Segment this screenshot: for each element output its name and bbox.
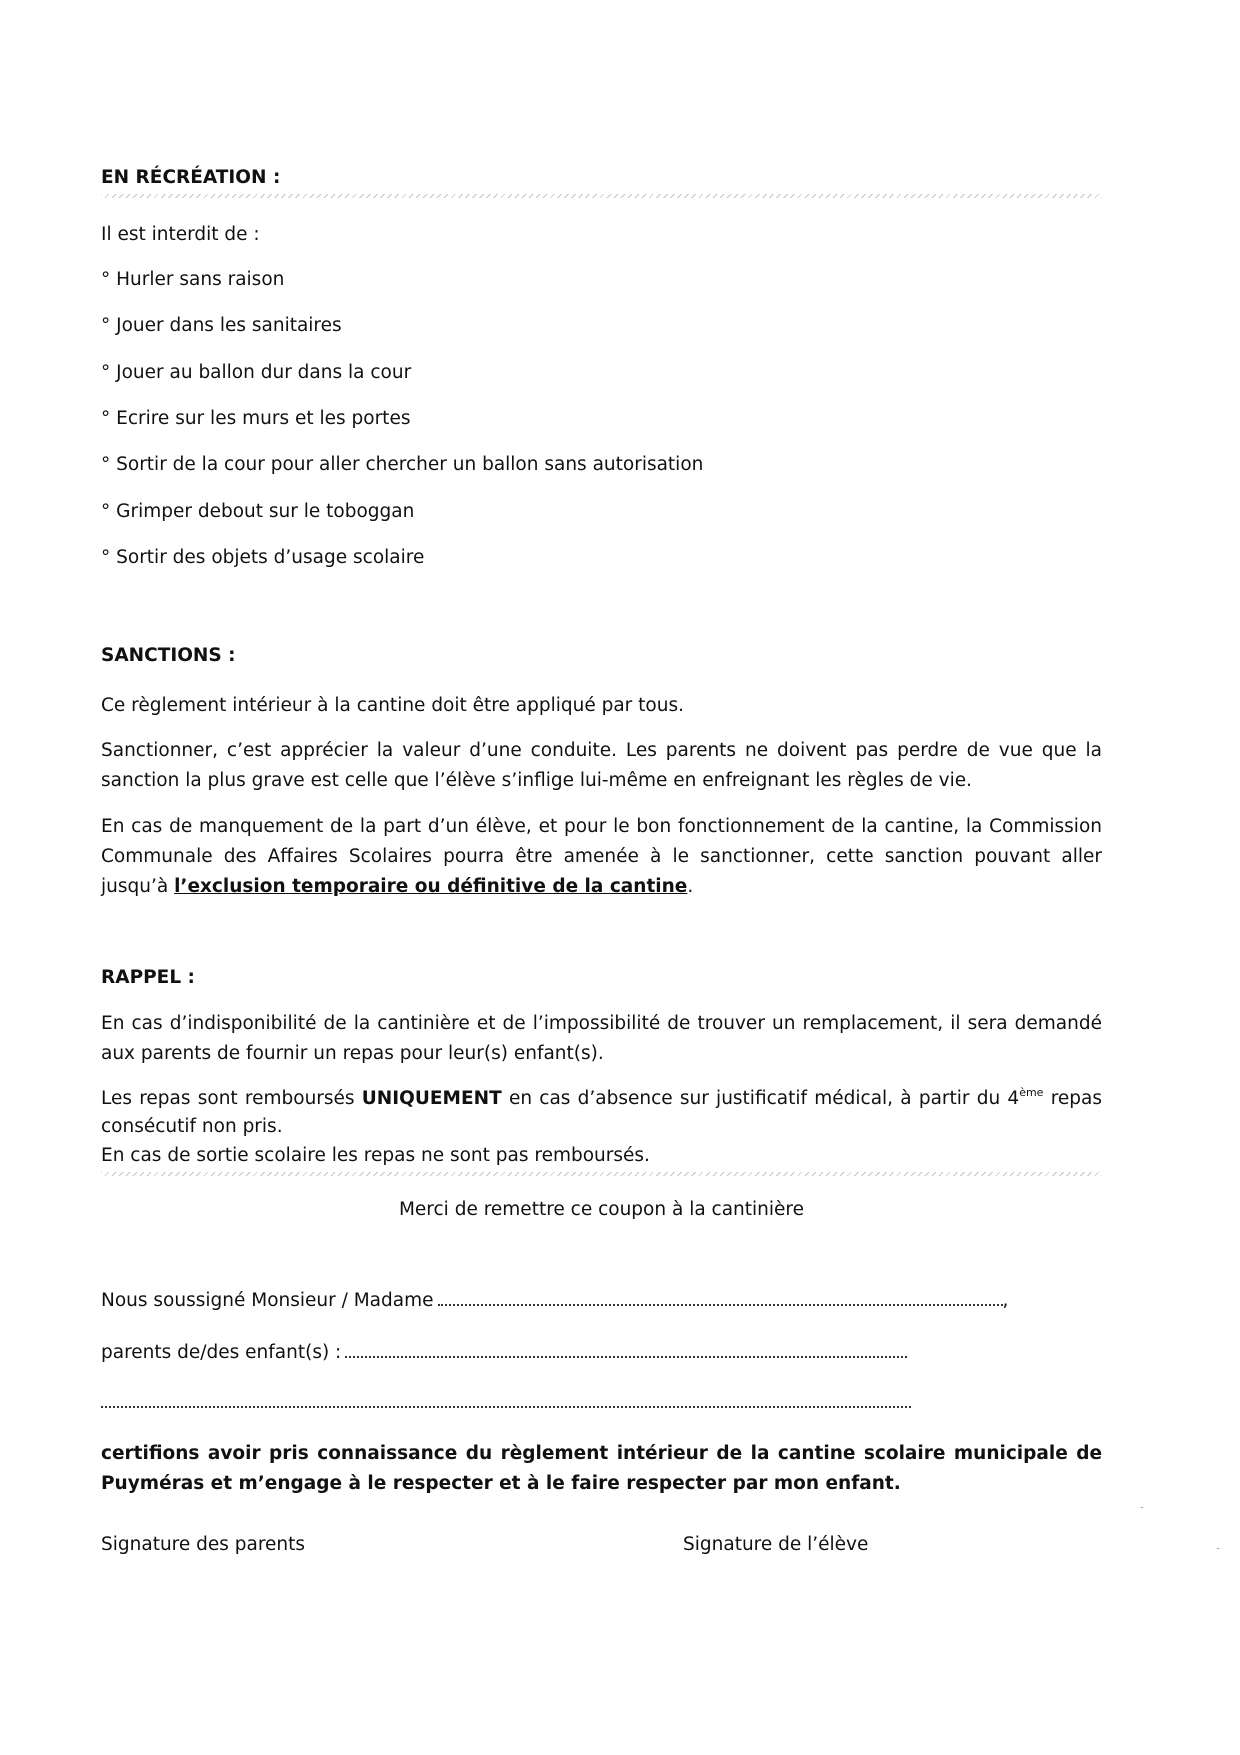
scan-speck [1141,1507,1143,1508]
rule-item: ° Hurler sans raison [101,269,285,290]
rappel-paragraph-2-start: Les repas sont remboursés [101,1088,362,1109]
rule-item: ° Sortir des objets d’usage scolaire [101,547,425,568]
certification-text: certifions avoir pris connaissance du règlement intérieur de la cantine scolaire municipale de Puyméras et m’engage à le respecter et à le faire respecter par mon enfant. [101,1443,1102,1494]
sanctions-paragraph-3-start: En cas de manquement de la part d’un élève, et pour le bon fonctionnement de la cantine, la Commission Communale des Affaires Scolaires pourra être amenée à le sanctionner, cette sanction pouvant aller jusqu’à [101,816,1102,897]
rule-item: ° Ecrire sur les murs et les portes [101,408,411,429]
sanctions-paragraph-3-end: . [687,876,694,897]
rule-item: ° Jouer au ballon dur dans la cour [101,362,412,383]
uniquement-emphasis: UNIQUEMENT [361,1088,502,1109]
parent-name-label: Nous soussigné Monsieur / Madame [101,1290,434,1311]
children-field[interactable] [345,1338,907,1358]
children-label: parents de/des enfant(s) : [101,1342,342,1363]
rappel-paragraph-2-mid: en cas d’absence sur justificatif médical, à partir du 4 [501,1088,1020,1109]
rappel-paragraph-2 [101,1085,1102,1141]
children-extra-field[interactable] [101,1404,911,1408]
sanctions-heading: SANCTIONS : [101,645,236,666]
separator-top [101,194,1102,198]
rappel-paragraph-2-end: repas consécutif non pris. [101,1088,1102,1137]
rappel-paragraph-1: En cas d’indisponibilité de la cantinière et de l’impossibilité de trouver un remplacement, il sera demandé aux parents de fournir un repas pour leur(s) enfant(s). [101,1013,1102,1064]
exclusion-emphasis: l’exclusion temporaire ou définitive de la cantine [174,876,688,897]
coupon-notice: Merci de remettre ce coupon à la cantinière [398,1199,805,1220]
signature-eleve-label: Signature de l’élève [683,1534,869,1555]
recreation-intro: Il est interdit de : [101,224,260,245]
signature-parents-label: Signature des parents [101,1534,306,1555]
parent-name-line [101,1286,1008,1314]
rule-item: ° Sortir de la cour pour aller chercher un ballon sans autorisation [101,454,704,475]
children-line [101,1338,907,1366]
sanctions-paragraph-3 [101,812,1102,902]
rappel-paragraph-3: En cas de sortie scolaire les repas ne sont pas remboursés. [101,1145,650,1166]
rappel-heading: RAPPEL : [101,967,195,988]
parent-name-field[interactable] [438,1286,1003,1306]
separator-cut [101,1172,1102,1176]
rule-item: ° Jouer dans les sanitaires [101,315,342,336]
recreation-heading: EN RÉCRÉATION : [101,167,281,188]
rule-item: ° Grimper debout sur le toboggan [101,501,415,522]
parent-name-comma: , [1002,1290,1009,1311]
superscript-eme: ème [1019,1086,1044,1099]
sanctions-paragraph-1: Ce règlement intérieur à la cantine doit être appliqué par tous. [101,695,684,716]
scan-speck [1217,1548,1219,1549]
sanctions-paragraph-2: Sanctionner, c’est apprécier la valeur d’une conduite. Les parents ne doivent pas perdre de vue que la sanction la plus grave est celle que l’élève s’inflige lui-même en enfreignant les règles de vie. [101,740,1102,791]
